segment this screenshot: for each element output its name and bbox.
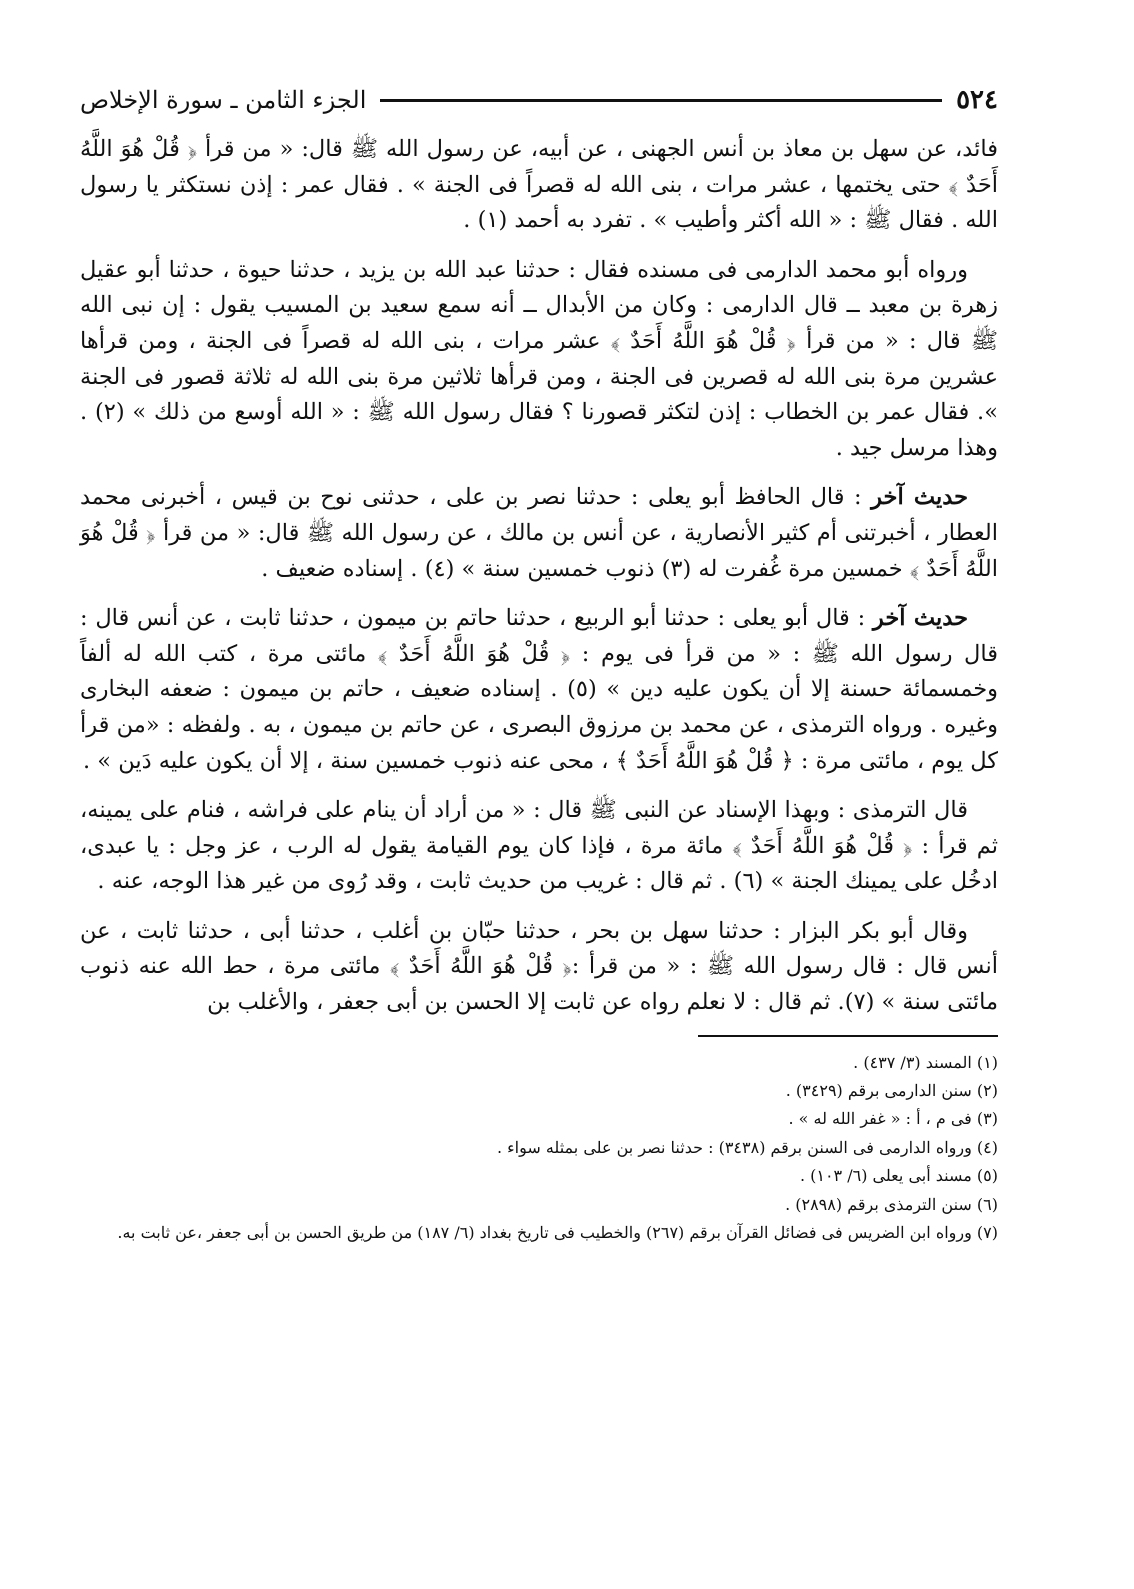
header-rule [380,99,942,102]
paragraph [80,914,998,1021]
footnote: (١) المسند (٣/ ٤٣٧) . [853,1052,998,1072]
main-text [80,132,998,1021]
paragraph-text: وقال أبو بكر البزار : حدثنا سهل بن بحر ، حدثنا حبّان بن أغلب ، حدثنا أبى ، حدثنا ثابت ، عن أنس قال : قال رسول الله ﷺ : « من قرأ :﴿ قُلْ هُوَ اللَّهُ أَحَدٌ ﴾ مائتى مرة ، حط الله عنه ذنوب مائتى سنة » (٧). ثم قال : لا نعلم رواه عن ثابت إلا الحسن بن أبى جعفر ، والأغلب بن [80,917,998,1016]
paragraph-text: : قال الحافظ أبو يعلى : حدثنا نصر بن على ، حدثنى نوح بن قيس ، أخبرنى محمد العطار ، أخبرتنى أم كثير الأنصارية ، عن أنس بن مالك ، عن رسول الله ﷺ قال: « من قرأ ﴿ قُلْ هُوَ اللَّهُ أَحَدٌ ﴾ خمسين مرة غُفرت له (٣) ذنوب خمسين سنة » (٤) . إسناده ضعيف . [80,484,998,582]
paragraph-text: قال الترمذى : وبهذا الإسناد عن النبى ﷺ قال : « من أراد أن ينام على فراشه ، فنام على يمينه، ثم قرأ : ﴿ قُلْ هُوَ اللَّهُ أَحَدٌ ﴾ مائة مرة ، فإذا كان يوم القيامة يقول له الرب ، عز وجل : يا عبدى، ادخُل على يمينك الجنة » (٦) . ثم قال : غريب من حديث ثابت ، وقد رُوى من غير هذا الوجه، عنه . [80,797,998,895]
paragraph-text: ورواه أبو محمد الدارمى فى مسنده فقال : حدثنا عبد الله بن يزيد ، حدثنا حيوة ، حدثنا أبو عقيل زهرة بن معبد ــ قال الدارمى : وكان من الأبدال ــ أنه سمع سعيد بن المسيب يقول : إن نبى الله ﷺ قال : « من قرأ ﴿ قُلْ هُوَ اللَّهُ أَحَدٌ ﴾ عشر مرات ، بنى الله له قصراً فى الجنة ، ومن قرأها عشرين مرة بنى الله له قصرين فى الجنة ، ومن قرأها ثلاثين مرة بنى الله له ثلاثة قصور فى الجنة ». فقال عمر بن الخطاب : إذن لتكثر قصورنا ؟ فقال رسول الله ﷺ : « الله أوسع من ذلك » (٢) . وهذا مرسل جيد . [80,256,998,461]
page-header [80,78,998,122]
footnote-separator [698,1035,998,1037]
paragraph [80,132,998,239]
paragraph [80,793,998,900]
page-number: ٥٢٤ [956,85,998,115]
footnote: (٤) ورواه الدارمى فى السنن برقم (٣٤٣٨) : حدثنا نصر بن على بمثله سواء . [496,1137,998,1157]
footnotes [80,1049,998,1248]
book-page [80,78,998,1248]
footnote: (٦) سنن الترمذى برقم (٢٨٩٨) . [785,1194,998,1214]
footnote: (٢) سنن الدارمى برقم (٣٤٢٩) . [785,1081,998,1101]
paragraph [80,480,998,587]
paragraph [80,253,998,467]
running-title: الجزء الثامن ـ سورة الإخلاص [80,86,367,114]
footnote: (٧) ورواه ابن الضريس فى فضائل القرآن برقم (٢٦٧) والخطيب فى تاريخ بغداد (٦/ ١٨٧) من طريق الحسن بن أبى جعفر ،عن ثابت به. [117,1223,998,1243]
paragraph-text: : قال أبو يعلى : حدثنا أبو الربيع ، حدثنا حاتم بن ميمون ، حدثنا ثابت ، عن أنس قال : قال رسول الله ﷺ : « من قرأ فى يوم : ﴿ قُلْ هُوَ اللَّهُ أَحَدٌ ﴾ مائتى مرة ، كتب الله له ألفاً وخمسمائة حسنة إلا أن يكون عليه دين » (٥) . إسناده ضعيف ، حاتم بن ميمون : ضعفه البخارى وغيره . ورواه الترمذى ، عن محمد بن مرزوق البصرى ، عن حاتم بن ميمون ، به . ولفظه : «من قرأ كل يوم ، مائتى مرة : ﴿ قُلْ هُوَ اللَّهُ أَحَدٌ ﴾ ، محى عنه ذنوب خمسين سنة ، إلا أن يكون عليه دَين » . [80,605,999,774]
section-lead: حديث آخر [871,484,968,511]
footnote: (٣) فى م ، أ : « غفر الله له » . [788,1109,998,1129]
section-lead: حديث آخر [872,605,968,632]
paragraph-text: فائد، عن سهل بن معاذ بن أنس الجهنى ، عن أبيه، عن رسول الله ﷺ قال: « من قرأ ﴿ قُلْ هُوَ اللَّهُ أَحَدٌ ﴾ حتى يختمها ، عشر مرات ، بنى الله له قصراً فى الجنة » . فقال عمر : إذن نستكثر يا رسول الله . فقال ﷺ : « الله أكثر وأطيب » . تفرد به أحمد (١) . [80,136,998,234]
paragraph [80,601,998,779]
footnote: (٥) مسند أبى يعلى (٦/ ١٠٣) . [799,1166,998,1186]
